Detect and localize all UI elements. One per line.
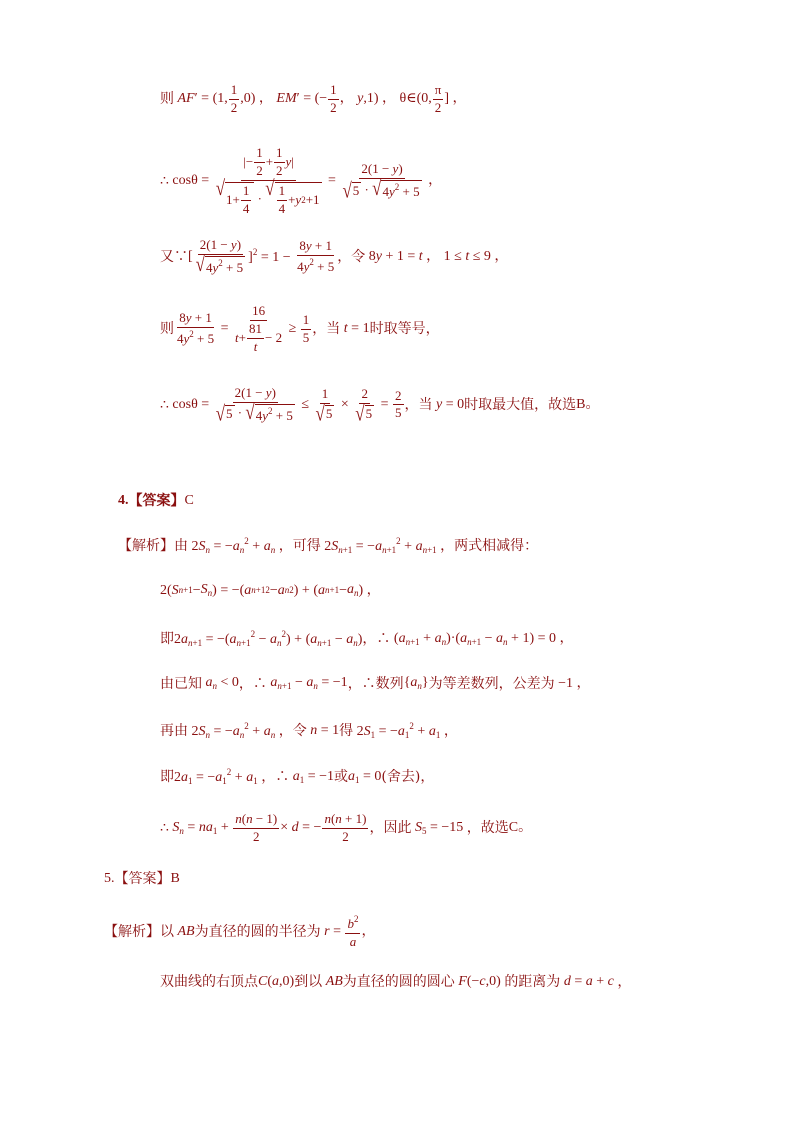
choice-c: C。 xyxy=(508,820,533,836)
fraction-fifth: $\frac{1}{5}$ xyxy=(302,311,310,345)
cos-simplified: 2(1 − y) √ 5 · √ $4y^2 + 5$ xyxy=(342,161,420,203)
eq-2a1: $2a_1 = -a_1^2 + a_1$ xyxy=(174,767,258,786)
vector-line xyxy=(160,83,467,116)
fraction-b2-a: $\frac{b^2}{a}$ xyxy=(347,914,359,949)
square-line xyxy=(160,238,508,276)
text-ji: 即 xyxy=(160,769,174,785)
times: × xyxy=(337,396,353,412)
text-known: 由已知 xyxy=(160,675,202,692)
equals: = xyxy=(217,321,233,337)
bracket: [ xyxy=(188,248,193,264)
text-when: ，当 xyxy=(404,396,433,413)
cos-theta-line xyxy=(160,146,442,217)
eq-an-neg: $a_n < 0$ xyxy=(205,675,239,691)
formula-theta-end: ] ， xyxy=(444,91,467,107)
fraction-2-sqrt5: 2 √ 5 xyxy=(355,386,373,426)
text-when: ，当 xyxy=(312,321,341,338)
fraction-half: $\frac{1}{2}$ xyxy=(230,82,238,115)
fraction-8y: $\frac{8y + 1}{4y^2 + 5}$ xyxy=(297,238,335,274)
text-again: 再由 xyxy=(160,723,188,739)
cos-theta: cosθ = xyxy=(168,396,213,412)
text-choose: ，故选 xyxy=(466,820,509,837)
answer-tag: 【答案】 xyxy=(114,871,171,887)
formula-af-end: ,0) ， EM′ = (− xyxy=(240,91,328,107)
analysis-tag: 【解析】 xyxy=(118,538,174,554)
answer-value: B xyxy=(170,871,180,886)
eq-r: r = xyxy=(324,923,345,939)
q4-answer-line xyxy=(118,494,194,508)
fraction-pi-half: $\frac{\pi}{2}$ xyxy=(434,82,442,115)
equals: = xyxy=(377,396,393,412)
square-fraction: 2(1 − y) √ $4y^2 + 5$ xyxy=(195,237,244,276)
max-line xyxy=(160,386,600,424)
text-vertex: 双曲线的右顶点 xyxy=(160,974,258,990)
text-prefix: 则 xyxy=(160,321,174,338)
text-distance: 的距离为 xyxy=(504,974,561,990)
text-hence: ，因此 xyxy=(369,820,412,837)
text-let: ，令 xyxy=(278,723,307,739)
fraction-16: 16 t + $\frac{81}{t}$ − 2 xyxy=(235,303,283,354)
text-ke: ，可得 xyxy=(278,538,321,554)
n-equals-1: n = 1 xyxy=(310,723,340,738)
therefore-symbol: ∴ xyxy=(160,173,169,190)
analysis-tag: 【解析】 xyxy=(104,923,160,940)
text-de: 得 xyxy=(339,723,354,739)
equals: = xyxy=(324,173,340,189)
eq-d: d = a + c xyxy=(563,974,614,989)
text-you: 由 xyxy=(174,538,188,554)
eq-sum: $S_n = na_1$ + xyxy=(172,819,233,836)
q4-arith-line xyxy=(160,676,591,691)
answer-tag: 【答案】 xyxy=(128,493,185,509)
eq-sn: $2S_n = -a_n^2 + a_n$ xyxy=(188,536,276,555)
t-equals-1: t = 1 xyxy=(343,321,370,337)
therefore-symbol: ∴ xyxy=(160,396,169,413)
fraction-8y: $\frac{8y + 1}{4y^2 + 5}$ xyxy=(177,310,215,347)
segment-ab: AB xyxy=(177,923,195,939)
fraction-n-n-1: $\frac{n(n - 1)}{2}$ xyxy=(235,811,278,844)
formula-af: AF′ = (1, xyxy=(177,91,228,107)
fraction-half: $\frac{1}{2}$ xyxy=(330,82,337,115)
eq-s1: $2S_1 = -a_1^2 + a_1$ ， xyxy=(353,721,458,740)
text-therefore: ，∴ xyxy=(261,769,290,785)
text-prefix: 又∵ xyxy=(160,248,188,265)
text-therefore: ，∴ xyxy=(238,675,267,692)
eq-sum-mid: × d = − xyxy=(280,820,322,836)
fraction-1-sqrt5: 1 √ 5 xyxy=(315,386,333,426)
text-yi: 以 xyxy=(160,923,174,940)
q4-solve-line xyxy=(160,768,434,786)
choice-b: B。 xyxy=(576,396,600,412)
answer-value: C xyxy=(184,493,194,508)
fraction-n-n1: $\frac{n(n + 1)}{2}$ xyxy=(324,811,367,844)
q4-sum-line xyxy=(160,812,532,845)
common-difference: −1 ， xyxy=(554,675,591,691)
text-subtract: ，两式相减得： xyxy=(440,538,539,554)
segment-ab: AB xyxy=(325,974,343,989)
geq: ≥ xyxy=(285,321,300,337)
text-arith: 为等差数列，公差为 xyxy=(428,675,555,692)
leq: ≤ xyxy=(297,396,313,412)
text-radius: 为直径的圆的半径为 xyxy=(194,923,321,940)
text-ji: 即 xyxy=(160,631,174,647)
point-f: F(−c,0) xyxy=(458,974,505,989)
text-max: 时取最大值，故选 xyxy=(464,396,577,413)
question-number: 5. xyxy=(104,871,115,886)
q4-analysis-line xyxy=(118,537,538,555)
eq-2an: $2a_{n+1} = -(a_{n+1}^2 - a_n^2) + (a_{n+1} - a_n)$ xyxy=(174,629,363,648)
formula-em-end: ， y,1) ， θ∈(0, xyxy=(339,91,432,107)
q4-first-term-line xyxy=(160,722,458,740)
therefore-symbol: ∴ xyxy=(160,820,169,837)
text-discard: (舍去)， xyxy=(381,769,435,785)
cos-fraction: |− $\frac{1}{2}$ + $\frac{1}{2}$ y | √ 1+ $\frac{1}{4}$ · √ $\frac{1}{4}$ + y 2 +1 xyxy=(215,145,320,216)
eq-factor: $(a_{n+1} + a_n)\cdot(a_{n+1} - a_n + 1) = 0$ ， xyxy=(390,630,574,647)
question-number: 4. xyxy=(118,493,129,508)
eq-sn: $2S_n = -a_n^2 + a_n$ xyxy=(188,721,276,740)
eq-diff: $a_{n+1} - a_n = -1$ xyxy=(270,675,348,691)
cos-simplified: 2(1 − y) √ 5 · √ $4y^2 + 5$ xyxy=(215,385,293,426)
q5-distance-line xyxy=(160,975,631,989)
point-c: C(a,0) xyxy=(258,974,295,989)
comma: ， xyxy=(361,923,376,939)
substitution: 8y + 1 = t ， 1 ≤ t ≤ 9 ， xyxy=(365,248,509,264)
text-let: ，令 xyxy=(337,248,366,265)
q5-analysis-line xyxy=(104,914,375,950)
q5-answer-line xyxy=(104,872,180,886)
y-equals-0: y = 0 xyxy=(436,396,465,412)
text-equality: 时取等号， xyxy=(369,321,440,338)
square-eq: ]$^2$ = 1 − xyxy=(248,247,295,266)
eq-sn1: $2S_{n+1} = -a_{n+1}^2 + a_{n+1}$ xyxy=(320,536,437,555)
fraction-2-5: $\frac{2}{5}$ xyxy=(395,387,402,421)
text-sequence: ，∴数列 xyxy=(347,675,404,692)
text-center: 为直径的圆的圆心 xyxy=(342,974,455,990)
eq-a1-zero: $a_1 = 0$ xyxy=(348,768,382,785)
seq-an: $\{a_n\}$ xyxy=(403,675,429,691)
inequality-line xyxy=(160,304,440,355)
text-to: 到以 xyxy=(294,974,323,990)
eq-a1-neg: $a_1 = -1$ xyxy=(292,768,334,785)
cos-theta: cosθ = xyxy=(168,173,213,189)
q4-difference-line: 2( S n+1 − $S_n$ ) = −( a n+1 2 − a n 2 ) + ( a n+1 − $a_n$ ) ， xyxy=(160,582,381,598)
eq-s5: $S_5 = -15$ xyxy=(414,819,467,836)
comma: ， xyxy=(617,974,632,990)
comma: ， xyxy=(424,173,443,189)
text-prefix: 则 xyxy=(160,91,174,108)
q4-factor-line xyxy=(160,630,574,648)
text-or: 或 xyxy=(334,769,348,785)
text-therefore: ，∴ xyxy=(362,631,391,647)
